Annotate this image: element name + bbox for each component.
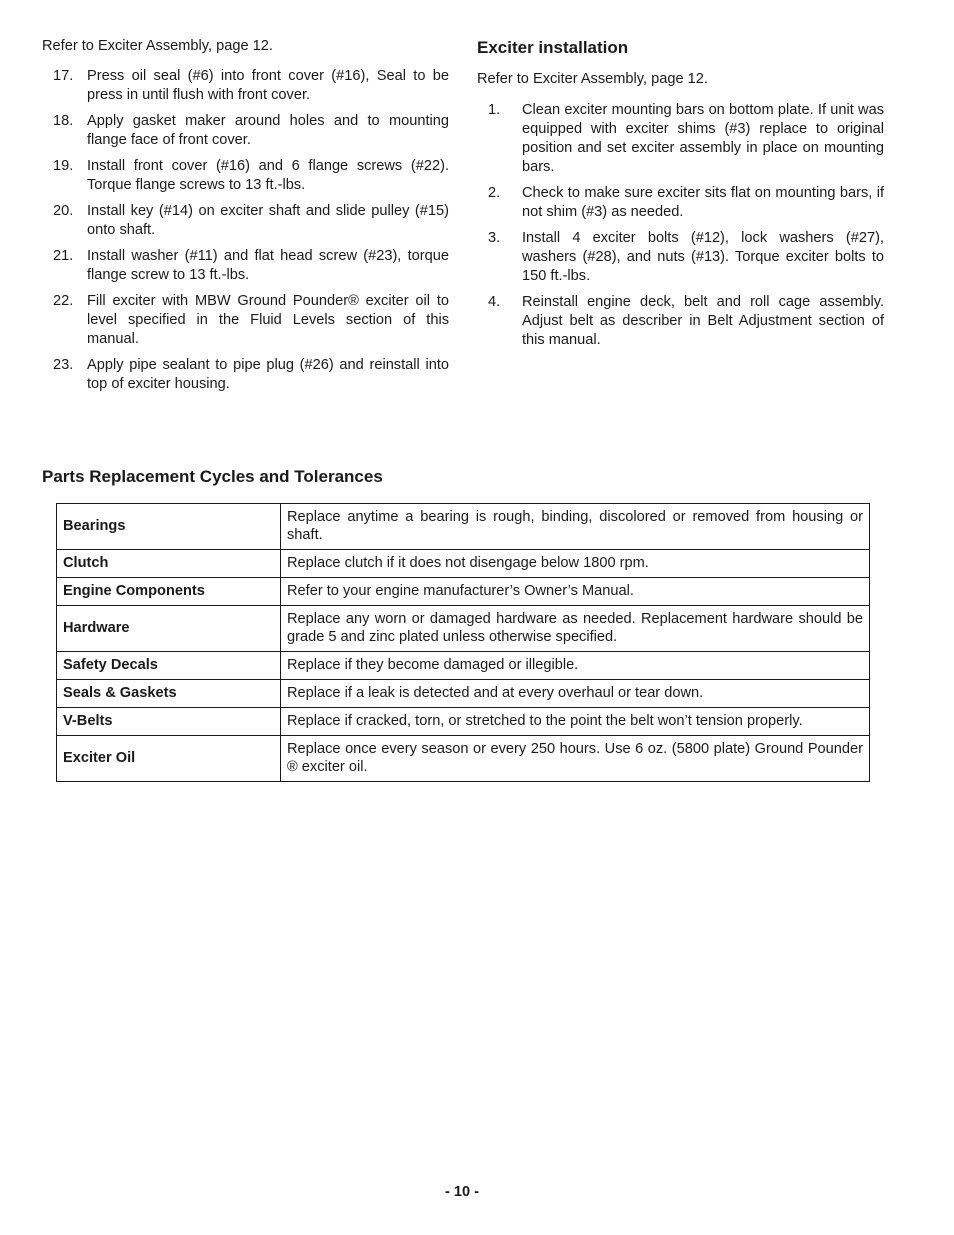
part-description-cell: Replace anytime a bearing is rough, binding, discolored or removed from housing or shaft. [281, 504, 870, 550]
part-name-cell: Clutch [57, 550, 281, 578]
step-text: Install front cover (#16) and 6 flange screws (#22). Torque flange screws to 13 ft.-lbs. [87, 158, 449, 193]
list-item [42, 112, 449, 150]
list-item [42, 356, 449, 394]
list-item [477, 293, 884, 350]
table-row [57, 652, 870, 680]
part-name-cell: V-Belts [57, 708, 281, 736]
step-text: Reinstall engine deck, belt and roll cage assembly. Adjust belt as describer in Belt Adjustment section of this manual. [522, 294, 884, 348]
left-steps-list [42, 67, 449, 394]
part-name-cell: Safety Decals [57, 652, 281, 680]
step-number: 2. [488, 185, 501, 201]
part-description-cell: Replace any worn or damaged hardware as needed. Replacement hardware should be grade 5 and zinc plated unless otherwise specified. [281, 606, 870, 652]
step-text: Press oil seal (#6) into front cover (#16), Seal to be press in until flush with front cover. [87, 68, 449, 103]
part-description-cell: Replace clutch if it does not disengage below 1800 rpm. [281, 550, 870, 578]
part-name-cell: Engine Components [57, 578, 281, 606]
list-item [42, 292, 449, 349]
part-name-cell: Hardware [57, 606, 281, 652]
list-item [42, 157, 449, 195]
step-text: Apply gasket maker around holes and to mounting flange face of front cover. [87, 113, 449, 148]
left-reference: Refer to Exciter Assembly, page 12. [42, 38, 273, 54]
part-description-cell: Replace once every season or every 250 hours. Use 6 oz. (5800 plate) Ground Pounder ® exciter oil. [281, 736, 870, 782]
list-item [477, 184, 884, 222]
list-item [42, 202, 449, 240]
right-column [477, 37, 884, 357]
step-number: 3. [488, 230, 501, 246]
part-name-cell: Bearings [57, 504, 281, 550]
list-item [477, 229, 884, 286]
table-row [57, 708, 870, 736]
step-number: 22. [53, 293, 74, 309]
list-item [477, 101, 884, 177]
part-description-cell: Replace if cracked, torn, or stretched to the point the belt won’t tension properly. [281, 708, 870, 736]
table-row [57, 606, 870, 652]
table-row [57, 680, 870, 708]
part-name-cell: Seals & Gaskets [57, 680, 281, 708]
part-description-cell: Replace if they become damaged or illegible. [281, 652, 870, 680]
section-title-exciter-installation: Exciter installation [477, 38, 629, 57]
step-text: Clean exciter mounting bars on bottom plate. If unit was equipped with exciter shims (#3) replace to original position and set exciter assembly in place on mounting bars. [522, 102, 884, 175]
step-text: Install key (#14) on exciter shaft and slide pulley (#15) onto shaft. [87, 203, 449, 238]
step-text: Check to make sure exciter sits flat on mounting bars, if not shim (#3) as needed. [522, 185, 884, 220]
step-number: 17. [53, 68, 74, 84]
step-number: 23. [53, 357, 74, 373]
left-column [42, 37, 449, 401]
page-number: - 10 - [444, 1184, 480, 1200]
step-text: Apply pipe sealant to pipe plug (#26) and reinstall into top of exciter housing. [87, 357, 449, 392]
step-number: 4. [488, 294, 501, 310]
step-text: Install washer (#11) and flat head screw (#23), torque flange screw to 13 ft.-lbs. [87, 248, 449, 283]
list-item [42, 67, 449, 105]
list-item [42, 247, 449, 285]
step-number: 21. [53, 248, 74, 264]
table-row [57, 550, 870, 578]
table-row [57, 504, 870, 550]
step-number: 20. [53, 203, 74, 219]
table-row [57, 578, 870, 606]
right-reference: Refer to Exciter Assembly, page 12. [477, 71, 708, 87]
parts-replacement-table [56, 503, 870, 782]
step-number: 1. [488, 102, 501, 118]
part-description-cell: Replace if a leak is detected and at every overhaul or tear down. [281, 680, 870, 708]
part-name-cell: Exciter Oil [57, 736, 281, 782]
step-number: 19. [53, 158, 74, 174]
part-description-cell: Refer to your engine manufacturer’s Owner’s Manual. [281, 578, 870, 606]
section-title-parts-replacement: Parts Replacement Cycles and Tolerances [42, 467, 383, 486]
step-text: Fill exciter with MBW Ground Pounder® exciter oil to level specified in the Fluid Levels section of this manual. [87, 293, 449, 347]
step-text: Install 4 exciter bolts (#12), lock washers (#27), washers (#28), and nuts (#13). Torque exciter bolts to 150 ft.-lbs. [522, 230, 884, 284]
table-row [57, 736, 870, 782]
step-number: 18. [53, 113, 74, 129]
right-steps-list [477, 101, 884, 350]
